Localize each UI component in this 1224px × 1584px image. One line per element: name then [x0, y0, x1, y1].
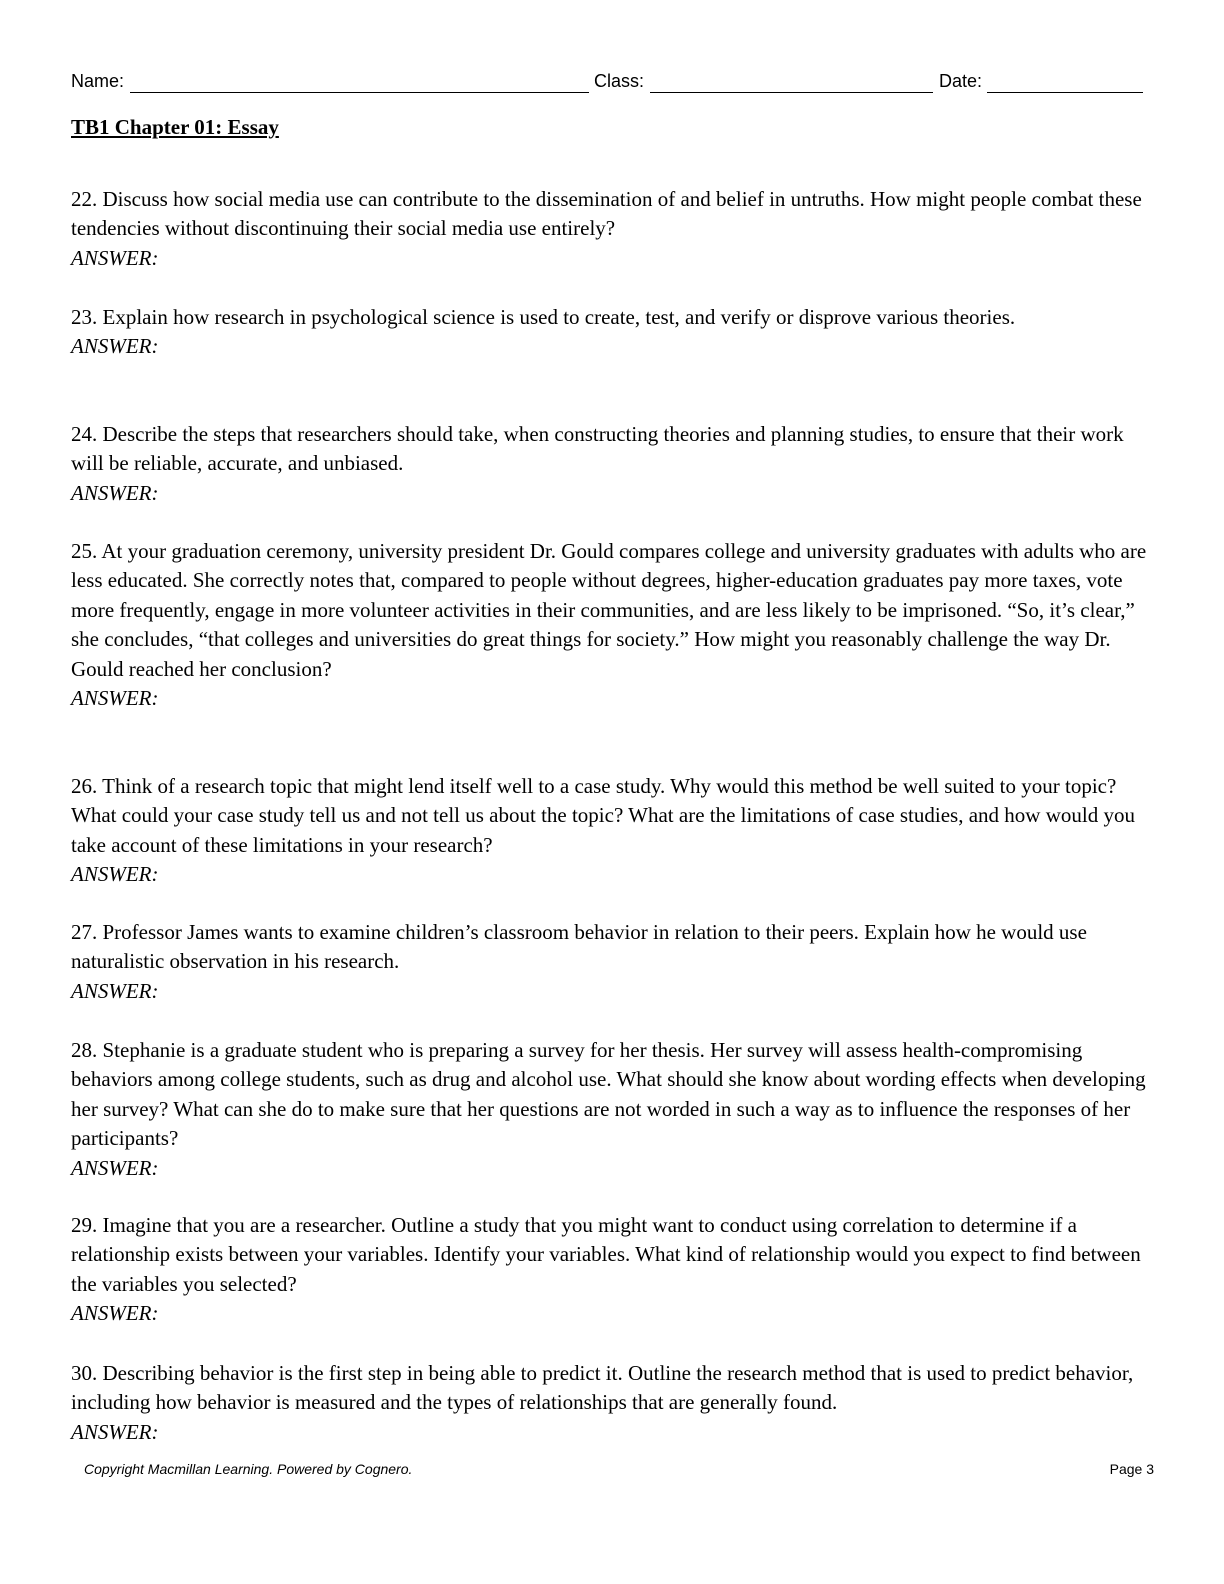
class-line — [650, 92, 933, 93]
question-text: 22. Discuss how social media use can contribute to the dissemination of and belief in untruths. How might people combat these tendencies without discontinuing their social media use entirely? — [71, 187, 1142, 241]
question-29 — [71, 1211, 1151, 1329]
question-30 — [71, 1359, 1151, 1447]
answer-label: ANSWER: — [71, 334, 159, 359]
question-25 — [71, 537, 1151, 713]
answer-label: ANSWER: — [71, 480, 159, 505]
question-text: 24. Describe the steps that researchers should take, when constructing theories and planning studies, to ensure that their work will be reliable, accurate, and unbiased. — [71, 422, 1124, 476]
question-text: 30. Describing behavior is the first step in being able to predict it. Outline the research method that is used to predict behavior, including how behavior is measured and the types of relationships that are generally found. — [71, 1361, 1134, 1415]
question-28 — [71, 1036, 1151, 1183]
answer-label: ANSWER: — [71, 1155, 159, 1180]
question-26 — [71, 772, 1151, 890]
question-text: 25. At your graduation ceremony, university president Dr. Gould compares college and university graduates with adults who are less educated. She correctly notes that, compared to people without degrees, higher-education graduates pay more taxes, vote more frequently, engage in more volunteer activities in their communities, and are less likely to be imprisoned. “So, it’s clear,” she concludes, “that colleges and universities do great things for society.” How might you reasonably challenge the way Dr. Gould reached her conclusion? — [71, 539, 1147, 681]
question-text: 28. Stephanie is a graduate student who is preparing a survey for her thesis. Her survey will assess health-compromising behaviors among college students, such as drug and alcohol use. What should she know about wording effects when developing her survey? What can she do to make sure that her questions are not worded in such a way as to influence the responses of her participants? — [71, 1038, 1146, 1151]
student-info-header — [71, 71, 1143, 97]
question-24 — [71, 420, 1151, 508]
answer-label: ANSWER: — [71, 862, 159, 887]
question-text: 23. Explain how research in psychological science is used to create, test, and verify or disprove various theories. — [71, 305, 1016, 329]
answer-label: ANSWER: — [71, 245, 159, 270]
date-line — [987, 92, 1143, 93]
question-text: 26. Think of a research topic that might lend itself well to a case study. Why would this method be well suited to your topic? What could your case study tell us and not tell us about the topic? What are the limitations of case studies, and how would you take account of these limitations in your research? — [71, 774, 1135, 857]
page-number: Page 3 — [1109, 1461, 1154, 1477]
question-22 — [71, 185, 1151, 273]
question-text: 29. Imagine that you are a researcher. Outline a study that you might want to conduct using correlation to determine if a relationship exists between your variables. Identify your variables. What kind of relationship would you expect to find between the variables you selected? — [71, 1213, 1141, 1296]
answer-label: ANSWER: — [71, 978, 159, 1003]
page-title: TB1 Chapter 01: Essay — [71, 115, 279, 139]
name-label: Name: — [71, 71, 125, 91]
name-line — [130, 92, 589, 93]
question-text: 27. Professor James wants to examine children’s classroom behavior in relation to their peers. Explain how he would use naturalistic observation in his research. — [71, 920, 1087, 974]
answer-label: ANSWER: — [71, 686, 159, 711]
question-27 — [71, 918, 1151, 1006]
copyright-text: Copyright Macmillan Learning. Powered by Cognero. — [84, 1461, 413, 1477]
class-label: Class: — [594, 71, 645, 91]
answer-label: ANSWER: — [71, 1419, 159, 1444]
question-23 — [71, 303, 1151, 362]
answer-label: ANSWER: — [71, 1301, 159, 1326]
date-label: Date: — [939, 71, 983, 91]
